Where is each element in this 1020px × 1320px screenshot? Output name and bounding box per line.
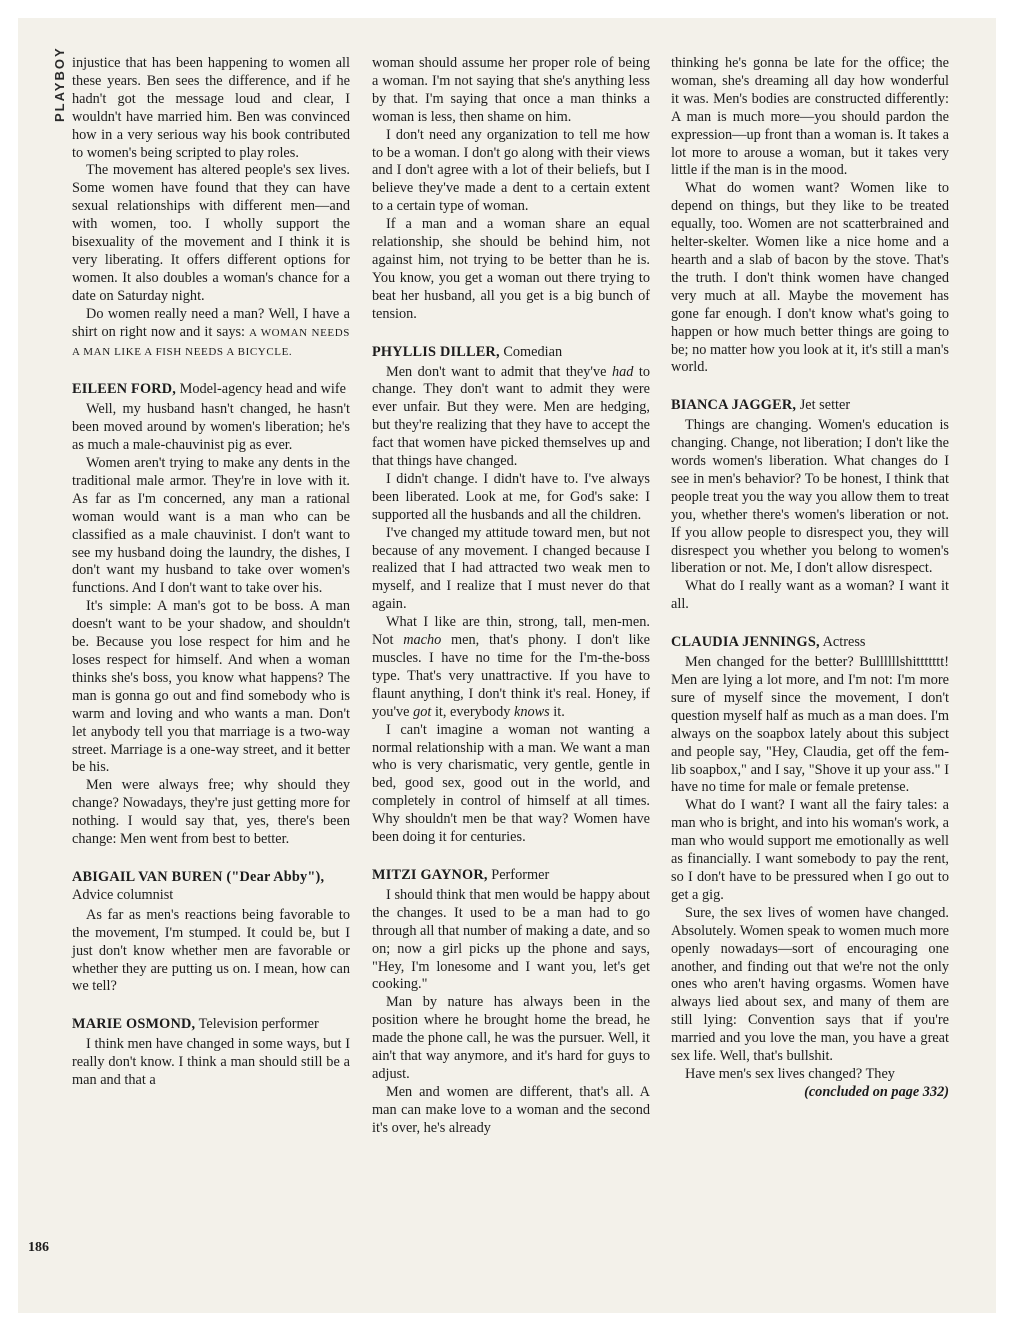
emphasis: had: [611, 363, 634, 380]
speaker-role: Performer: [491, 866, 550, 883]
text-run: What I like are thin, strong, tall, men-men. Not: [372, 614, 650, 649]
shirt-slogan: A WOMAN NEEDS A MAN LIKE A FISH NEEDS A BICYCLE.: [72, 326, 350, 358]
emphasis: knows: [513, 703, 550, 720]
text-run: men, that's phony. I don't like muscles. I have no time for the I'm-the-boss type. That's very unattractive. If you have to flaunt anything, I don't think it's real. Honey, if you've: [372, 632, 651, 720]
text-run: it.: [553, 703, 565, 720]
text-run: Men don't want to admit that they've: [386, 363, 607, 380]
speaker-name: MARIE OSMOND,: [72, 1016, 196, 1033]
paragraph: Women aren't trying to make any dents in the traditional male armor. They're in love with it. As far as I'm concerned, any man a rational woman would want is a man who can be classified as a male chauvinist. I don't want to see my husband doing the laundry, the dishes, I don't want my husband to take over women's functions. And I don't want to take over his.: [72, 455, 350, 597]
continuation-note: (concluded on page 332): [804, 1083, 949, 1100]
paragraph: Have men's sex lives changed? They: [685, 1065, 895, 1082]
paragraph: Man by nature has always been in the position where he brought home the bread, he made the phone call, he was the pursuer. Well, it ain't that way anymore, and it's hard for guys to adjust.: [372, 994, 650, 1082]
paragraph: I've changed my attitude toward men, but not because of any movement. I changed because I realized that I had attracted two weak men to myself, and I realize that I must never do that again.: [372, 524, 650, 613]
magazine-masthead: PLAYBOY: [52, 46, 67, 122]
speaker-role: Advice columnist: [72, 886, 174, 903]
paragraph: Men changed for the better? Bullllllshittttttt! Men are lying a lot more, and I'm not: I'm more sure of myself since the movement, I don't question myself half as much as a man does. I'm always on the soapbox lately about this subject and people say, "Hey, Claudia, get off the fem-lib soapbox," and I say, "Shove it up your ass." I have no time for male or female pretense.: [671, 654, 949, 796]
speaker-heading: [72, 1016, 350, 1034]
paragraph: thinking he's gonna be late for the office; the woman, she's dreaming all day how wonderful it was. Men's bodies are constructed differently: A man is much more—you should pardon the expression—up front than a woman is. It takes a lot more to arouse a woman, but it takes very little if the man is in the mood.: [671, 55, 949, 179]
speaker-role: Jet setter: [799, 397, 851, 414]
speaker-role: Model-agency head and wife: [179, 381, 346, 398]
column-1: [72, 55, 350, 1090]
speaker-name: ABIGAIL VAN BUREN ("Dear Abby"),: [72, 868, 325, 885]
paragraph: What do I want? I want all the fairy tales: a man who is bright, and into his woman's work, a man who would support me emotionally as well as financially. I want somebody to pay the rent, so I don't have to be pressured when I go out to get a gig.: [671, 797, 949, 903]
speaker-heading: [72, 381, 350, 399]
paragraph: Things are changing. Women's education is changing. Change, not liberation; I don't like the words women's liberation. What changes do I see in men's behavior? To be honest, I think that people treat you the way you allow them to treat you, whether there's women's liberation or not. If you allow people to disrespect you, they will disrespect you whether you belong to women's liberation or not. Me, I don't allow disrespect.: [671, 417, 949, 577]
paragraph: Men were always free; why should they change? Nowadays, they're just getting more for nothing. I would say that, yes, there's been change: Men went from best to better.: [72, 777, 350, 848]
text-run: it, everybody: [434, 703, 511, 720]
paragraph: What do I really want as a woman? I want it all.: [671, 578, 949, 613]
paragraph: Men and women are different, that's all. A man can make love to a woman and the second it's over, he's already: [372, 1083, 650, 1136]
speaker-heading: [671, 397, 949, 415]
paragraph: I should think that men would be happy about the changes. It used to be a man had to go through all that number of making a date, and so on; now a girl picks up the phone and says, "Hey, I'm lonesome and I want you, let's get cooking.": [372, 886, 650, 993]
paragraph: Well, my husband hasn't changed, he hasn't been moved around by women's liberation; he's as much a male-chauvinist pig as ever.: [72, 401, 350, 454]
paragraph: The movement has altered people's sex lives. Some women have found that they can have sexual relationships with different men—and with women, too. I wholly support the bisexuality of the movement and I think it is very liberating. It offers different options for women. It also doubles a woman's chance for a date on Saturday night.: [72, 162, 350, 304]
speaker-heading: [72, 869, 350, 905]
paragraph: I didn't change. I didn't have to. I've always been liberated. Look at me, for God's sake: I supported all the husbands and all the children.: [372, 470, 650, 523]
speaker-name: BIANCA JAGGER,: [671, 397, 797, 414]
speaker-role: Television performer: [198, 1016, 319, 1033]
speaker-name: EILEEN FORD,: [72, 381, 177, 398]
paragraph: If a man and a woman share an equal relationship, she should be behind him, not against him, not trying to be better than he is. You know, you get a woman out there trying to beat her husband, all you get is a big bunch of tension.: [372, 216, 650, 322]
paragraph: [372, 614, 650, 721]
emphasis: macho: [403, 632, 442, 649]
paragraph: [372, 364, 650, 471]
speaker-role: Actress: [822, 634, 866, 651]
page-number: 186: [28, 1240, 49, 1255]
paragraph: injustice that has been happening to women all these years. Ben sees the difference, and if he hadn't got the message loud and clear, I wouldn't have married him. Ben was convinced how in a very serious way his book contributed to women's being scripted to play roles.: [72, 55, 350, 161]
paragraph: I think men have changed in some ways, but I really don't know. I think a man should still be a man and that a: [72, 1036, 350, 1089]
paragraph: I don't need any organization to tell me how to be a woman. I don't go along with their views and I don't agree with a lot of their beliefs, but I believe they've made a dent to a certain extent to a certain type of woman.: [372, 126, 650, 215]
speaker-role: Comedian: [503, 343, 563, 360]
speaker-heading: [372, 867, 650, 885]
paragraph: woman should assume her proper role of being a woman. I'm not saying that she's anything less by that. I'm saying that once a man thinks a woman is less, then shame on him.: [372, 55, 650, 125]
speaker-name: MITZI GAYNOR,: [372, 866, 488, 883]
speaker-heading: [372, 344, 650, 362]
column-3: [671, 55, 949, 1102]
text-run: to change. They don't want to admit they were ever unfair. But they were. Men are hedging, but they're realizing that they have to accept the fact that women have picked themselves up and that things have changed.: [372, 363, 650, 470]
paragraph: I can't imagine a woman not wanting a normal relationship with a man. We want a man who is very charismatic, very gentle, gentle in bed, good sex, good out in the world, and completely in control of himself at all times. Why shouldn't men be that way? Women have been doing it for centuries.: [372, 721, 650, 846]
paragraph: As far as men's reactions being favorable to the movement, I'm stumped. It could be, but I just don't know whether men are favorable or whether they are putting us on. I mean, how can we tell?: [72, 906, 350, 995]
speaker-name: CLAUDIA JENNINGS,: [671, 634, 820, 651]
column-2: [372, 55, 650, 1138]
paragraph-text: Do women really need a man? Well, I have a shirt on right now and it says:: [72, 305, 350, 340]
paragraph: Sure, the sex lives of women have changed. Absolutely. Women speak to women much more openly nowadays—sort of encouraging one another, and finding out that we're not the only ones who aren't having orgasms. Women have always lied about sex, and many of them are still lying: Convention says that if you're married and you love the man, you have a great sex life. Well, that's bullshit.: [671, 904, 949, 1065]
paragraph: It's simple: A man's got to be boss. A man doesn't want to be your shadow, and shouldn't be. Because you lose respect for him and he loses respect for himself. And when a woman thinks she's boss, you know what happens? The man is gonna go out and find somebody who is warm and loving and who wants a man. Don't let anybody tell you that marriage is a two-way street. Marriage is a one-way street, and it better be his.: [72, 598, 350, 776]
paragraph: [72, 306, 350, 362]
speaker-name: PHYLLIS DILLER,: [372, 343, 500, 360]
speaker-heading: [671, 634, 949, 652]
paragraph: What do women want? Women like to depend on things, but they like to be treated equally, too. Women are not scatterbrained and helter-skelter. Women like a nice home and a hearth and a slab of bacon by the stove. That's the truth. I don't think women have changed very much at all. Maybe the movement has gone far enough. I don't know what's going to happen or how much better things are going to be; no matter how you look at it, it's still a man's world.: [671, 180, 949, 376]
emphasis: got: [413, 703, 432, 720]
